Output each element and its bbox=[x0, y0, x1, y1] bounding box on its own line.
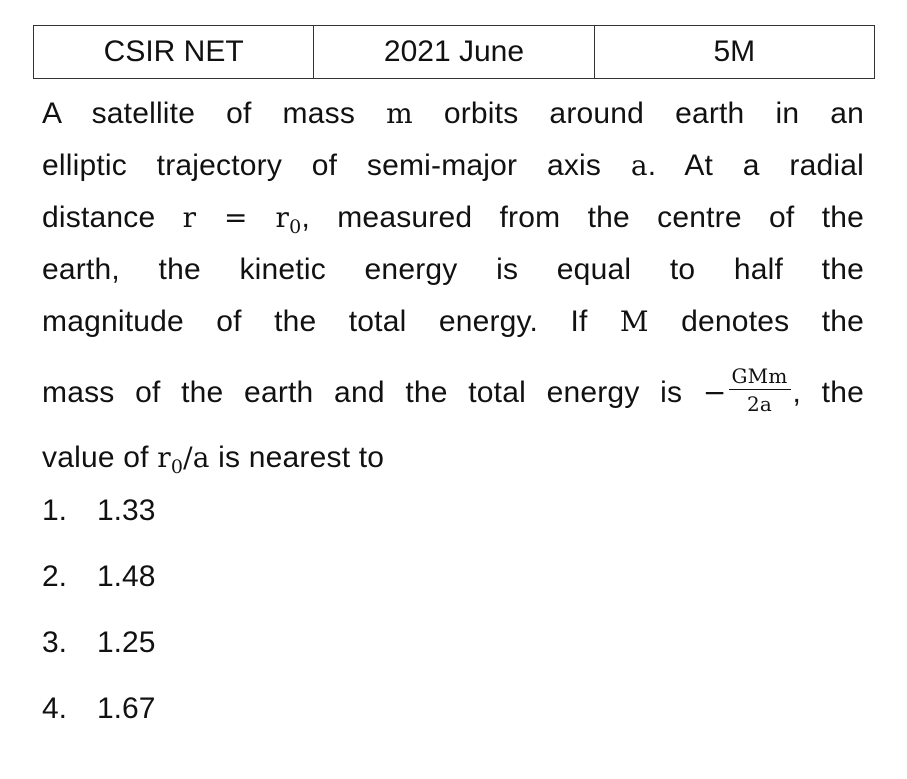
math-ratio: $r_0/a$ bbox=[157, 441, 210, 478]
option-value: 1.33 bbox=[97, 494, 156, 527]
fraction-numerator: GMm bbox=[729, 366, 791, 390]
question-line-6: mass of the earth and the total energy is − $\frac{\text{GMm}}{2a}$ , the bbox=[42, 364, 864, 417]
marks-cell: 5M bbox=[594, 26, 874, 79]
exam-name-cell: CSIR NET bbox=[34, 26, 314, 79]
option-number: 4. bbox=[42, 692, 68, 725]
question-line-7: value of $r_0/a$ is nearest to bbox=[42, 441, 385, 478]
option-3[interactable] bbox=[42, 618, 155, 684]
question-line-4: earth, the kinetic energy is equal to half the bbox=[42, 253, 864, 286]
math-semi-major-axis: a bbox=[630, 149, 648, 182]
option-value: 1.48 bbox=[97, 560, 156, 593]
question-text bbox=[42, 88, 864, 484]
option-value: 1.25 bbox=[97, 626, 156, 659]
exam-session-cell: 2021 June bbox=[314, 26, 594, 79]
math-mass-symbol: m bbox=[386, 97, 413, 130]
fraction-denominator: 2a bbox=[746, 392, 773, 417]
option-number: 1. bbox=[42, 494, 68, 527]
option-2[interactable] bbox=[42, 552, 155, 618]
header-table bbox=[33, 25, 875, 79]
answer-options bbox=[42, 486, 155, 750]
option-4[interactable] bbox=[42, 684, 155, 750]
math-total-energy-fraction bbox=[729, 364, 791, 417]
math-minus-sign: − bbox=[702, 376, 727, 409]
math-earth-mass: M bbox=[619, 305, 649, 338]
option-value: 1.67 bbox=[97, 692, 156, 725]
header-row bbox=[34, 26, 875, 79]
question-line-2: elliptic trajectory of semi-major axis a. At a radial bbox=[42, 149, 864, 182]
option-1[interactable] bbox=[42, 486, 155, 552]
question-line-5: magnitude of the total energy. If M denotes the bbox=[42, 305, 864, 338]
question-line-1: A satellite of mass m orbits around earth in an bbox=[42, 97, 865, 130]
option-number: 3. bbox=[42, 626, 68, 659]
question-line-3: distance $r = r_0$, measured from the centre of the bbox=[42, 201, 865, 238]
math-radial-distance: $r = r_0$ bbox=[182, 201, 302, 238]
option-number: 2. bbox=[42, 560, 68, 593]
